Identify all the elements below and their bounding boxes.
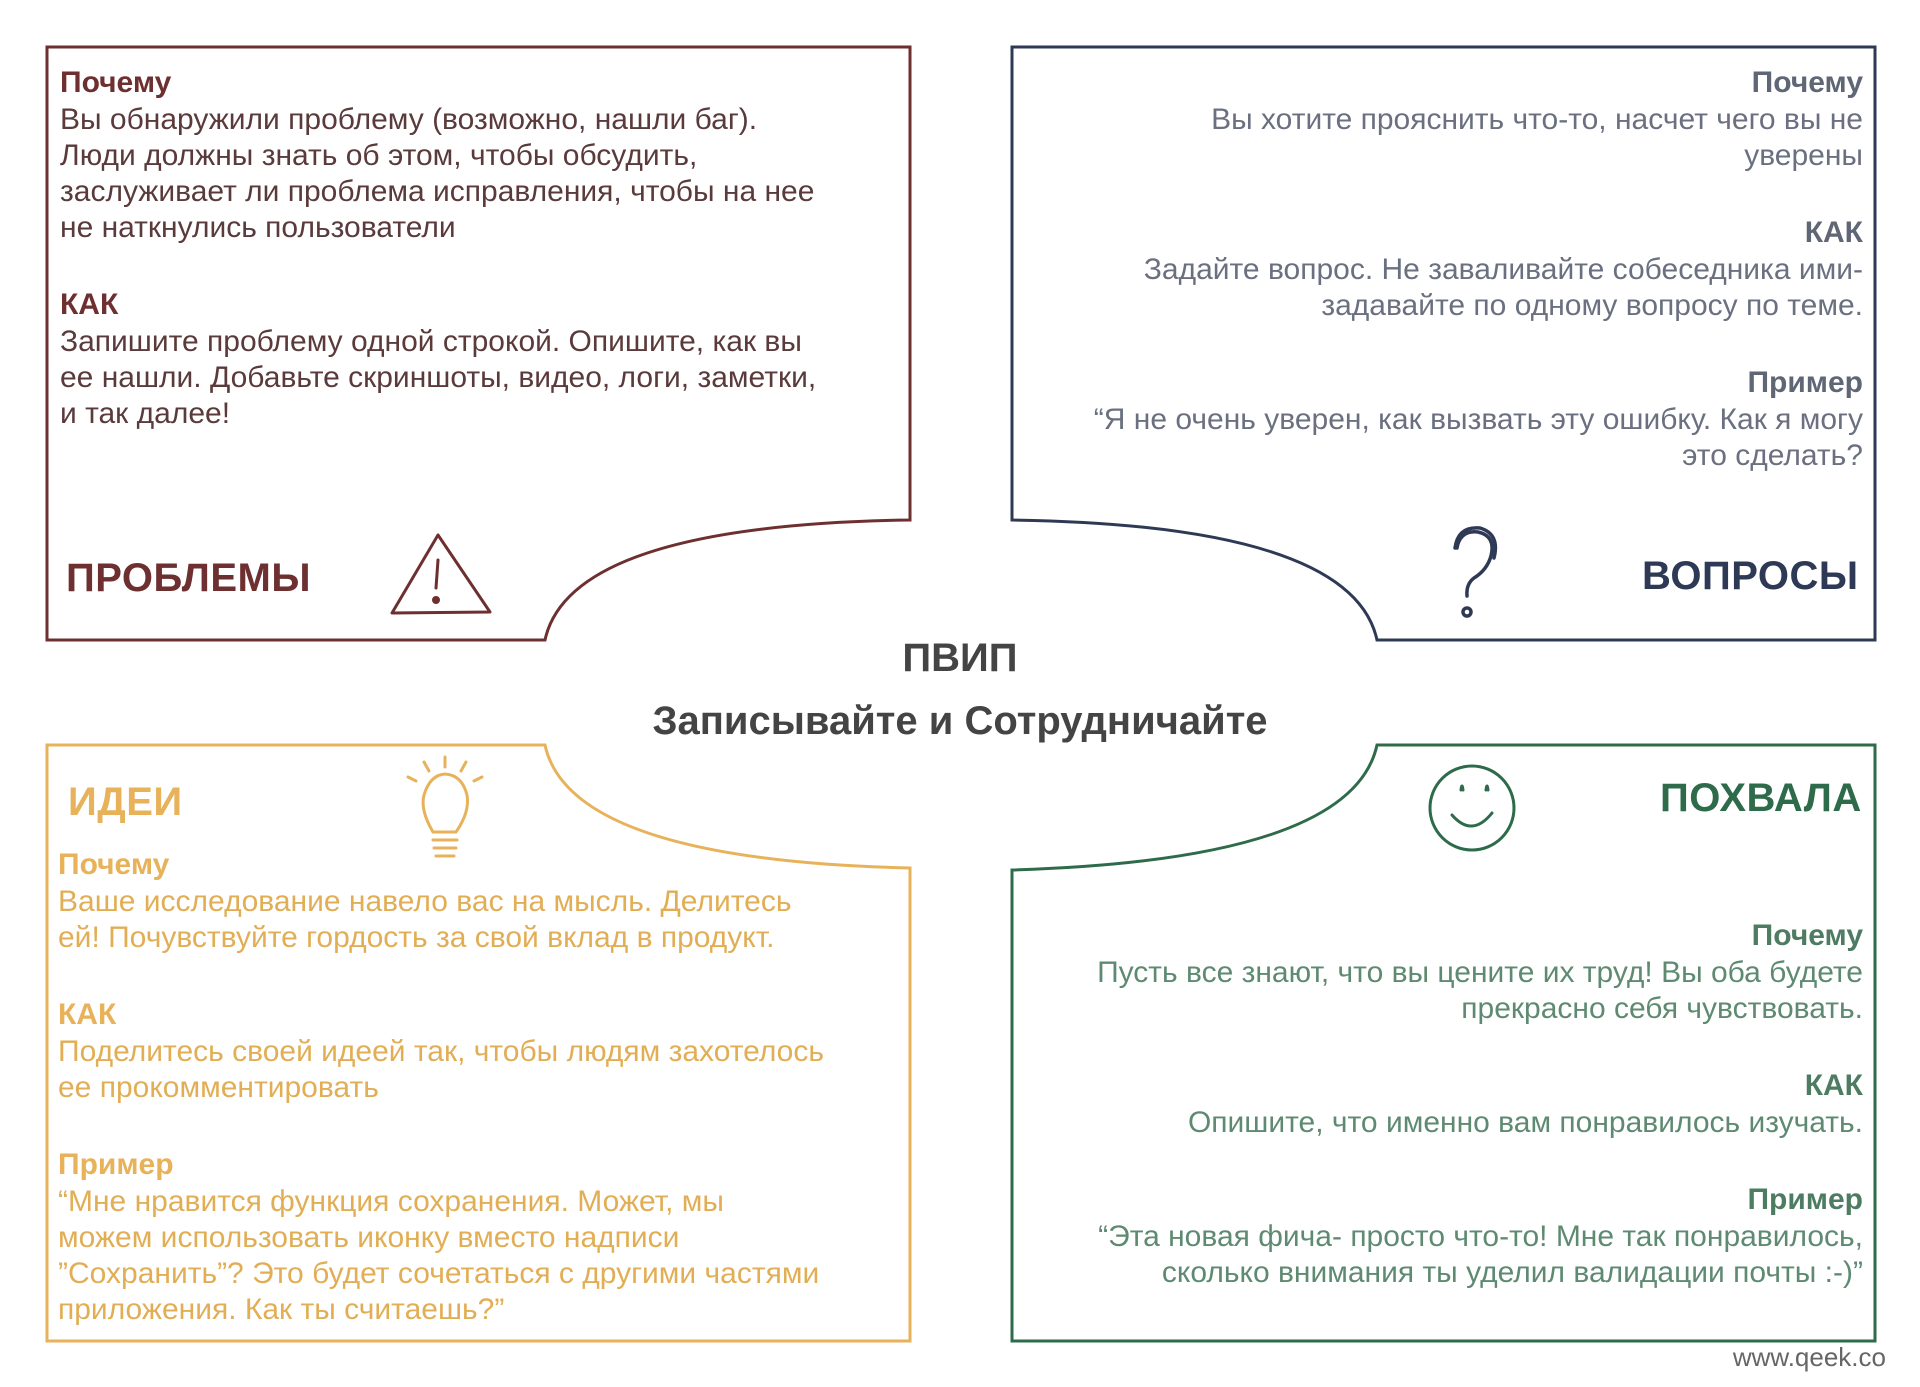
- praise-why-label: Почему: [1751, 919, 1863, 952]
- praise-example-line: “Эта новая фича- просто что-то! Мне так понравилось,: [1098, 1220, 1863, 1253]
- problems-how-label: КАК: [60, 288, 119, 321]
- problems-how-line: и так далее!: [60, 397, 231, 430]
- problems-how-line: Запишите проблему одной строкой. Опишите, как вы: [60, 325, 802, 358]
- problems-how-line: ее нашли. Добавьте скриншоты, видео, логи, заметки,: [60, 361, 817, 394]
- questions-how-line: Задайте вопрос. Не заваливайте собеседника ими-: [1143, 253, 1863, 286]
- questions-example-line: “Я не очень уверен, как вызвать эту ошибку. Как я могу: [1093, 403, 1863, 436]
- warning-triangle-icon: [392, 535, 490, 613]
- ideas-how-line: ее прокомментировать: [58, 1071, 379, 1104]
- praise-how-label: КАК: [1804, 1069, 1863, 1102]
- center-acronym: ПВИП: [902, 636, 1018, 680]
- problems-why-line: заслуживает ли проблема исправления, чтобы на нее: [60, 175, 815, 208]
- problems-why-line: Вы обнаружили проблему (возможно, нашли баг).: [60, 103, 758, 136]
- questions-title: ВОПРОСЫ: [1642, 554, 1859, 598]
- problems-panel: [60, 64, 890, 432]
- questions-example-line: это сделать?: [1682, 439, 1863, 472]
- ideas-example-line: можем использовать иконку вместо надписи: [58, 1221, 680, 1254]
- problems-why-label: Почему: [60, 66, 172, 99]
- praise-panel: [1020, 917, 1863, 1291]
- problems-why-line: Люди должны знать об этом, чтобы обсудить,: [60, 139, 698, 172]
- praise-why-line: прекрасно себя чувствовать.: [1461, 992, 1863, 1025]
- website-url: www.qeek.co: [1732, 1342, 1886, 1372]
- ideas-why-label: Почему: [58, 848, 170, 881]
- ideas-example-line: приложения. Как ты считаешь?”: [58, 1293, 505, 1326]
- center-title-box: [595, 608, 1325, 784]
- questions-example-label: Пример: [1747, 366, 1863, 399]
- center-subtitle: Записывайте и Сотрудничайте: [652, 699, 1268, 743]
- questions-why-line: уверены: [1744, 139, 1863, 172]
- ideas-how-label: КАК: [58, 998, 117, 1031]
- smiley-face-icon: [1430, 766, 1514, 850]
- ideas-example-line: ”Сохранить”? Это будет сочетаться с другими частями: [58, 1257, 820, 1290]
- praise-example-label: Пример: [1747, 1183, 1863, 1216]
- praise-example-line: сколько внимания ты уделил валидации почты :-)”: [1161, 1256, 1863, 1289]
- questions-how-label: КАК: [1804, 216, 1863, 249]
- praise-how-line: Опишите, что именно вам понравилось изучать.: [1187, 1106, 1863, 1139]
- questions-how-line: задавайте по одному вопросу по теме.: [1321, 289, 1863, 322]
- ideas-why-line: Ваше исследование навело вас на мысль. Делитесь: [58, 885, 792, 918]
- ideas-title: ИДЕИ: [68, 780, 183, 824]
- questions-panel: [1020, 64, 1863, 474]
- ideas-example-line: “Мне нравится функция сохранения. Может, мы: [58, 1185, 724, 1218]
- questions-why-line: Вы хотите прояснить что-то, насчет чего вы не: [1211, 103, 1863, 136]
- ideas-panel: [58, 846, 898, 1328]
- praise-why-line: Пусть все знают, что вы цените их труд! Вы оба будете: [1097, 956, 1863, 989]
- ideas-example-label: Пример: [58, 1148, 174, 1181]
- problems-title: ПРОБЛЕМЫ: [66, 556, 311, 600]
- problems-why-line: не наткнулись пользователи: [60, 211, 456, 244]
- ideas-how-line: Поделитесь своей идеей так, чтобы людям захотелось: [58, 1035, 824, 1068]
- questions-why-label: Почему: [1751, 66, 1863, 99]
- ideas-why-line: ей! Почувствуйте гордость за свой вклад в продукт.: [58, 921, 775, 954]
- question-mark-icon: [1455, 528, 1495, 616]
- lightbulb-icon: [408, 757, 482, 856]
- praise-title: ПОХВАЛА: [1660, 776, 1862, 820]
